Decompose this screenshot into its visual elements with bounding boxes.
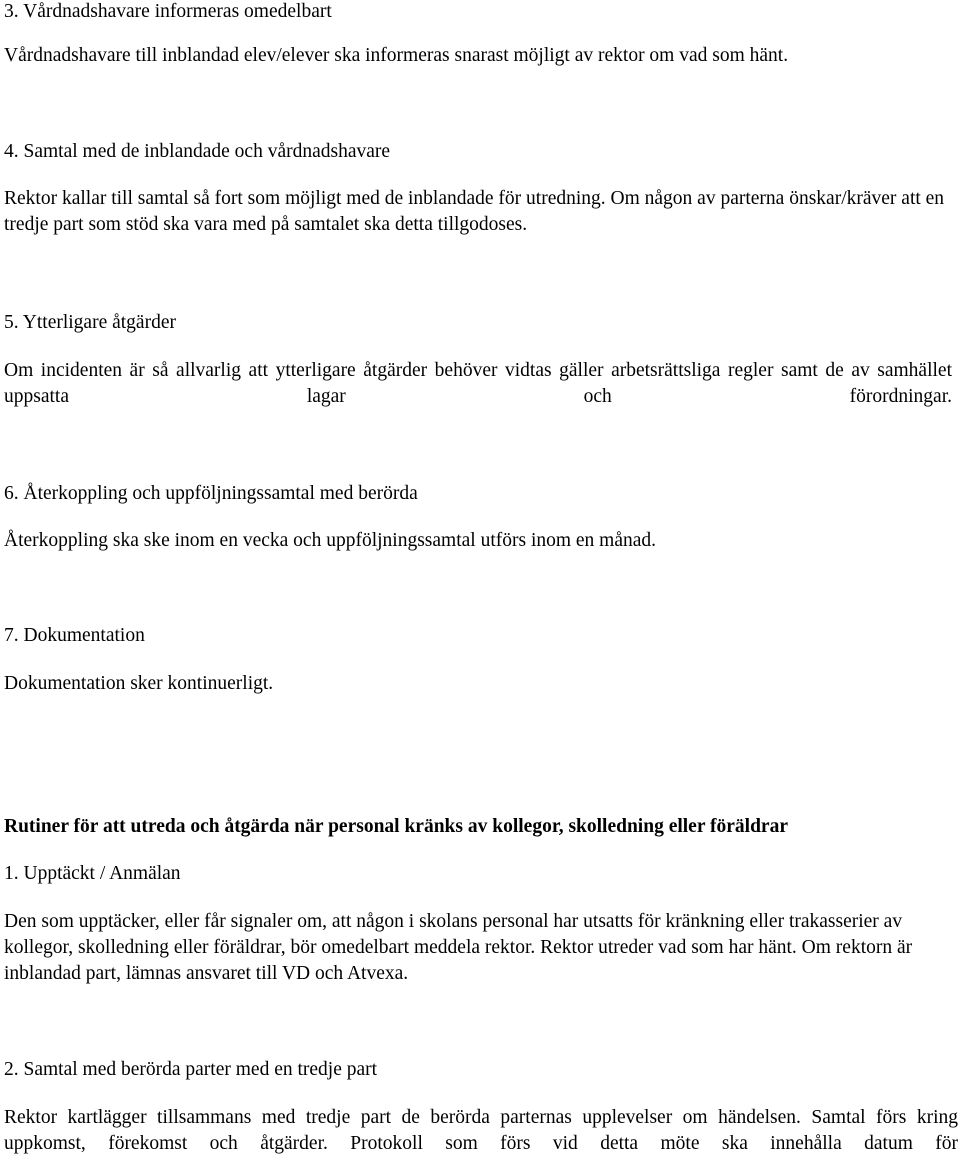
- routine-section-1-body: Den som upptäcker, eller får signaler om, att någon i skolans personal har utsatts för kränkning eller trakasserier av kollegor, skolledning eller föräldrar, bör omedelbart meddela rektor. Rektor utreder vad som har hänt. Om rektorn är inblandad part, lämnas ansvaret till VD och Atvexa.: [4, 911, 913, 984]
- section-7-heading: 7. Dokumentation: [4, 625, 145, 646]
- section-4-body: Rektor kallar till samtal så fort som möjligt med de inblandade för utredning. Om någon av parterna önskar/kräver att en tredje part som stöd ska vara med på samtalet ska detta tillgodoses.: [4, 188, 945, 235]
- section-6-body: Återkoppling ska ske inom en vecka och uppföljningssamtal utförs inom en månad.: [4, 530, 657, 551]
- section-7-body: Dokumentation sker kontinuerligt.: [4, 673, 274, 694]
- section-5-heading: 5. Ytterligare åtgärder: [4, 312, 176, 333]
- routine-section-1-heading: 1. Upptäckt / Anmälan: [4, 863, 181, 884]
- section-4-heading: 4. Samtal med de inblandade och vårdnadshavare: [4, 141, 391, 162]
- routine-section-2-heading: 2. Samtal med berörda parter med en tredje part: [4, 1059, 378, 1080]
- section-3-heading: 3. Vårdnadshavare informeras omedelbart: [4, 1, 332, 22]
- section-6-heading: 6. Återkoppling och uppföljningssamtal med berörda: [4, 483, 418, 504]
- routine-title: Rutiner för att utreda och åtgärda när personal kränks av kollegor, skolledning eller föräldrar: [4, 816, 788, 837]
- section-3-body: Vårdnadshavare till inblandad elev/elever ska informeras snarast möjligt av rektor om vad som hänt.: [4, 45, 789, 66]
- routine-section-2-body: Rektor kartlägger tillsammans med tredje part de berörda parternas upplevelser om händelsen. Samtal förs kring uppkomst, förekomst och åtgärder. Protokoll som förs vid detta möte ska innehålla datum för: [4, 1107, 958, 1154]
- section-5-body: Om incidenten är så allvarlig att ytterligare åtgärder behöver vidtas gäller arbetsrättsliga regler samt de av samhället uppsatta lagar och förordningar.: [4, 360, 952, 407]
